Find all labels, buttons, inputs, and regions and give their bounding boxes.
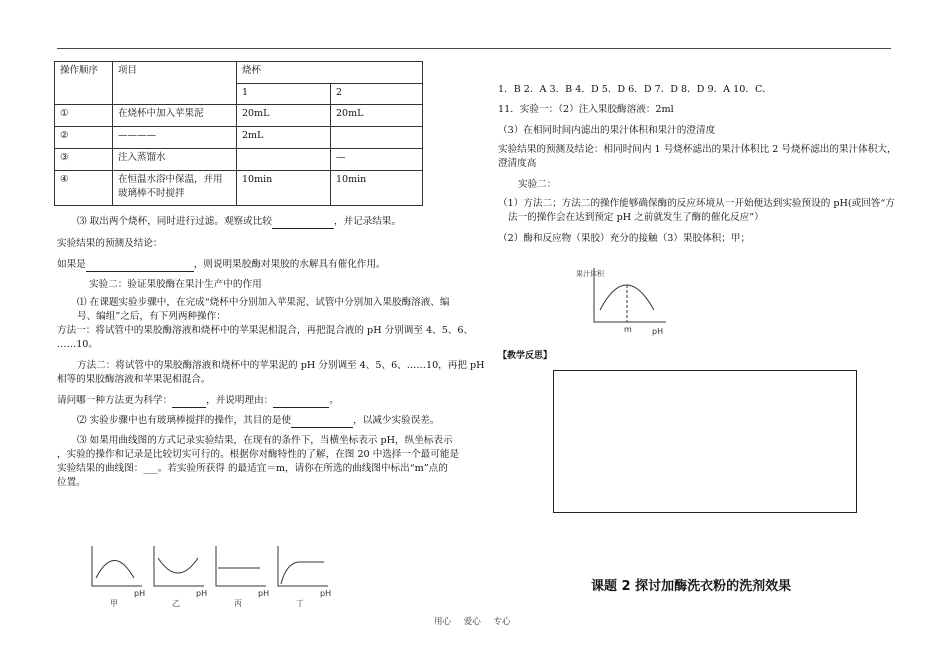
graph-x-label: pH (196, 589, 208, 598)
cell-order: ② (55, 127, 113, 149)
graph-name-yi: 乙 (172, 599, 180, 608)
cell-item: 注入蒸馏水 (113, 149, 237, 171)
answer-graph (574, 264, 674, 346)
table-header-row (55, 62, 423, 84)
answer-e2-1: （1）方法二；方法二的操作能够确保酶的反应环境从一开始便达到实验预设的 pH(或回答“方 (498, 198, 895, 209)
exp2-p1b: 号、编组”之后，有下列两种操作： (77, 311, 226, 322)
method-1b: ……10。 (57, 339, 98, 350)
fill-blank[interactable] (273, 396, 329, 408)
answer-e2-2: （2）酶和反应物（果胶）充分的接触（3）果胶体积；甲； (498, 233, 751, 244)
cell-item: 在烧杯中加入苹果泥 (113, 105, 237, 127)
graph-x-label: pH (258, 589, 270, 598)
cell-order: ④ (55, 171, 113, 206)
answer-graph-m-label: m (624, 325, 632, 334)
page-footer: 用心 爱心 专心 (434, 617, 511, 627)
answer-graph-y-label: 果汁体积 (576, 270, 604, 278)
fill-blank[interactable] (291, 416, 353, 428)
table-row (55, 171, 423, 206)
lesson-heading: 课题 2 探讨加酶洗衣粉的洗剂效果 (591, 579, 792, 594)
if-line: 如果是 ，则说明果胶酶对果胶的水解具有催化作用。 (57, 259, 386, 270)
cell-beaker-2: 20mL (331, 105, 423, 127)
result-title: 实验结果的预测及结论： (57, 238, 163, 249)
step3-line: ⑶ 取出两个烧杯，同时进行过滤。观察或比较 ，并记录结果。 (77, 216, 402, 227)
graph-jia (92, 546, 142, 586)
exp2-p1: ⑴ 在课题实验步骤中，在完成“烧杯中分别加入苹果泥、试管中分别加入果胶酶溶液、编 (77, 297, 450, 308)
table-row (55, 149, 423, 171)
cell-item: 在恒温水浴中保温，并用玻璃棒不时搅拌 (113, 171, 237, 206)
method-1: 方法一：将试管中的果胶酶溶液和烧杯中的苹果泥相混合，再把混合液的 pH 分别调至 4、5、6、 (57, 325, 474, 336)
procedure-table (54, 61, 423, 206)
figure-20-graphs (84, 538, 344, 610)
graph-x-label: pH (134, 589, 146, 598)
header-item: 项目 (113, 62, 237, 105)
reflection-title: 【教学反思】 (498, 351, 553, 361)
cell-beaker-2: 10min (331, 171, 423, 206)
cell-order: ③ (55, 149, 113, 171)
step3-graph-1: ⑶ 如果用曲线图的方式记录实验结果，在现有的条件下，当横坐标表示 pH，纵坐标表示 (77, 435, 453, 446)
cell-beaker-1: 20mL (237, 105, 331, 127)
question-line: 请问哪一种方法更为科学： ，并说明理由： 。 (57, 395, 339, 406)
graph-name-jia: 甲 (110, 599, 118, 608)
answer-list: 1．B 2．A 3．B 4．D 5．D 6．D 7．D 8．D 9．A 10．C． (498, 84, 772, 95)
step3-graph-4: 位置。 (57, 477, 86, 488)
header-beaker: 烧杯 (237, 62, 423, 84)
answer-graph-x-label: pH (652, 327, 664, 336)
step3-graph-3: 实验结果的曲线图：___。若实验所获得 的最适宜＝m，请你在所选的曲线图中标出“m”点的 (57, 463, 448, 474)
cell-order: ① (55, 105, 113, 127)
reflection-box[interactable] (553, 370, 857, 513)
method-2b: 相等的果胶酶溶液和苹果泥相混合。 (57, 374, 211, 385)
table-row (55, 105, 423, 127)
cell-beaker-2: — (331, 149, 423, 171)
answer-graph-axes (594, 268, 666, 322)
answer-11: 11．实验一：（2）注入果胶酶溶液：2ml (498, 104, 674, 115)
graph-yi (154, 546, 204, 586)
graph-bing (216, 546, 266, 586)
answer-11-pred2: 澄清度高 (498, 158, 537, 169)
cell-item: ———— (113, 127, 237, 149)
header-order: 操作顺序 (55, 62, 113, 105)
graph-name-bing: 丙 (234, 599, 242, 608)
answer-11-pred: 实验结果的预测及结论：相同时间内 1 号烧杯滤出的果汁体积比 2 号烧杯滤出的果汁体积大， (498, 144, 897, 155)
answer-11-3: （3）在相同时间内滤出的果汁体积和果汁的澄清度 (498, 125, 716, 136)
step2-line: ⑵ 实验步骤中也有玻璃棒搅拌的操作，其目的是使 ，以减少实验误差。 (77, 415, 440, 426)
method-2: 方法二：将试管中的果胶酶溶液和烧杯中的苹果泥的 pH 分别调至 4、5、6、……10，再把 pH (77, 360, 485, 371)
fill-blank[interactable] (172, 396, 206, 408)
header-beaker-1: 1 (237, 84, 331, 105)
cell-beaker-1: 10min (237, 171, 331, 206)
graph-name-ding: 丁 (296, 599, 304, 608)
top-rule (57, 48, 891, 49)
graph-ding (278, 546, 328, 586)
graph-x-label: pH (320, 589, 332, 598)
answer-e2-1b: 法一的操作会在达到预定 pH 之前就发生了酶的催化反应”） (508, 212, 764, 223)
cell-beaker-1 (237, 149, 331, 171)
answer-exp2: 实验二： (518, 179, 557, 190)
cell-beaker-2 (331, 127, 423, 149)
exp2-title: 实验二：验证果胶酶在果汁生产中的作用 (89, 279, 262, 290)
step3-graph-2: ，实验的操作和记录是比较切实可行的。根据你对酶特性的了解，在图 20 中选择一个最可能是 (57, 449, 460, 460)
fill-blank[interactable] (272, 217, 334, 229)
fill-blank[interactable] (86, 260, 194, 272)
table-row (55, 127, 423, 149)
header-beaker-2: 2 (331, 84, 423, 105)
cell-beaker-1: 2mL (237, 127, 331, 149)
